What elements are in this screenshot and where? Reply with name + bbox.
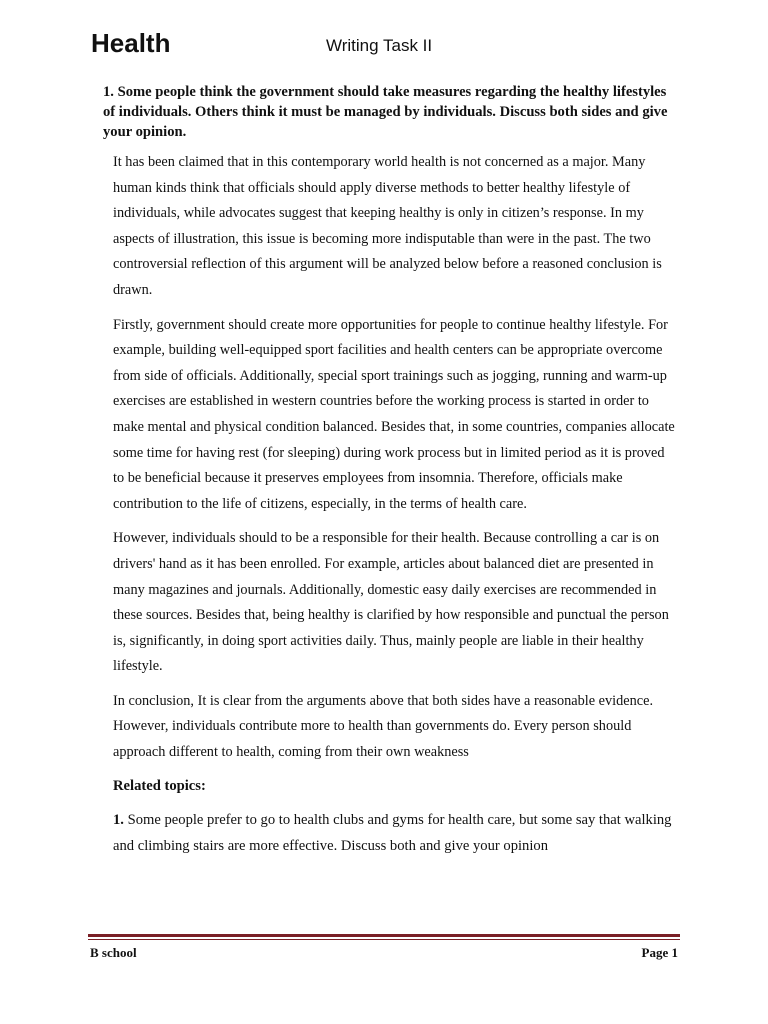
task-label: Writing Task II (326, 36, 433, 55)
footer-school-name: B school (90, 945, 137, 960)
related-topic-item (113, 807, 679, 859)
footer-page-number: Page 1 (641, 945, 678, 960)
footer-divider (88, 934, 680, 940)
document-title: Health (91, 28, 171, 58)
related-topic-text: Some people prefer to go to health clubs and gyms for health care, but some say that walking and climbing stairs are more effective. Discuss both and give your opinion (113, 811, 672, 854)
page-header (0, 0, 768, 70)
essay-paragraph-body-1: Firstly, government should create more opportunities for people to continue healthy lifestyle. For example, building well-equipped sport facilities and health centers can be appropriate overcome from side of officials. Additionally, special sport trainings such as jogging, running and warm-up exercises are established in western countries before the working process is started in order to make mental and physical condition balanced. Besides that, in some countries, companies allocate some time for having rest (for sleeping) during work process but in limited period as it is proved to be beneficial because it preserves employees from insomnia. Therefore, officials make contribution to the life of citizens, especially, in the terms of health care. (113, 316, 675, 512)
related-topic-number: 1. (113, 811, 124, 828)
essay-question: 1. Some people think the government should take measures regarding the healthy lifestyles of individuals. Others think it must be managed by individuals. Discuss both sides and give your opinion. (103, 84, 668, 140)
related-topics-heading: Related topics: (113, 777, 206, 794)
essay-paragraph-conclusion: In conclusion, It is clear from the arguments above that both sides have a reasonable evidence. However, individuals contribute more to health than governments do. Every person should approach different to health, coming from their own weakness (113, 692, 654, 761)
essay-body (113, 150, 679, 859)
essay-paragraph-intro: It has been claimed that in this contemporary world health is not concerned as a major. Many human kinds think that officials should apply diverse methods to better healthy lifestyle of individuals, while advocates suggest that keeping healthy is only in citizen’s response. In my aspects of illustration, this issue is becoming more indisputable than were in the past. The two controversial reflection of this argument will be analyzed below before a reasoned conclusion is drawn. (113, 154, 662, 298)
essay-paragraph-body-2: However, individuals should to be a responsible for their health. Because controlling a car is on drivers' hand as it has been enrolled. For example, articles about balanced diet are presented in many magazines and journals. Additionally, domestic easy daily exercises are recommended in these sources. Besides that, being healthy is clarified by how responsible and punctual the person is, significantly, in doing sport activities daily. Thus, mainly people are liable in their healthy lifestyle. (113, 530, 669, 675)
